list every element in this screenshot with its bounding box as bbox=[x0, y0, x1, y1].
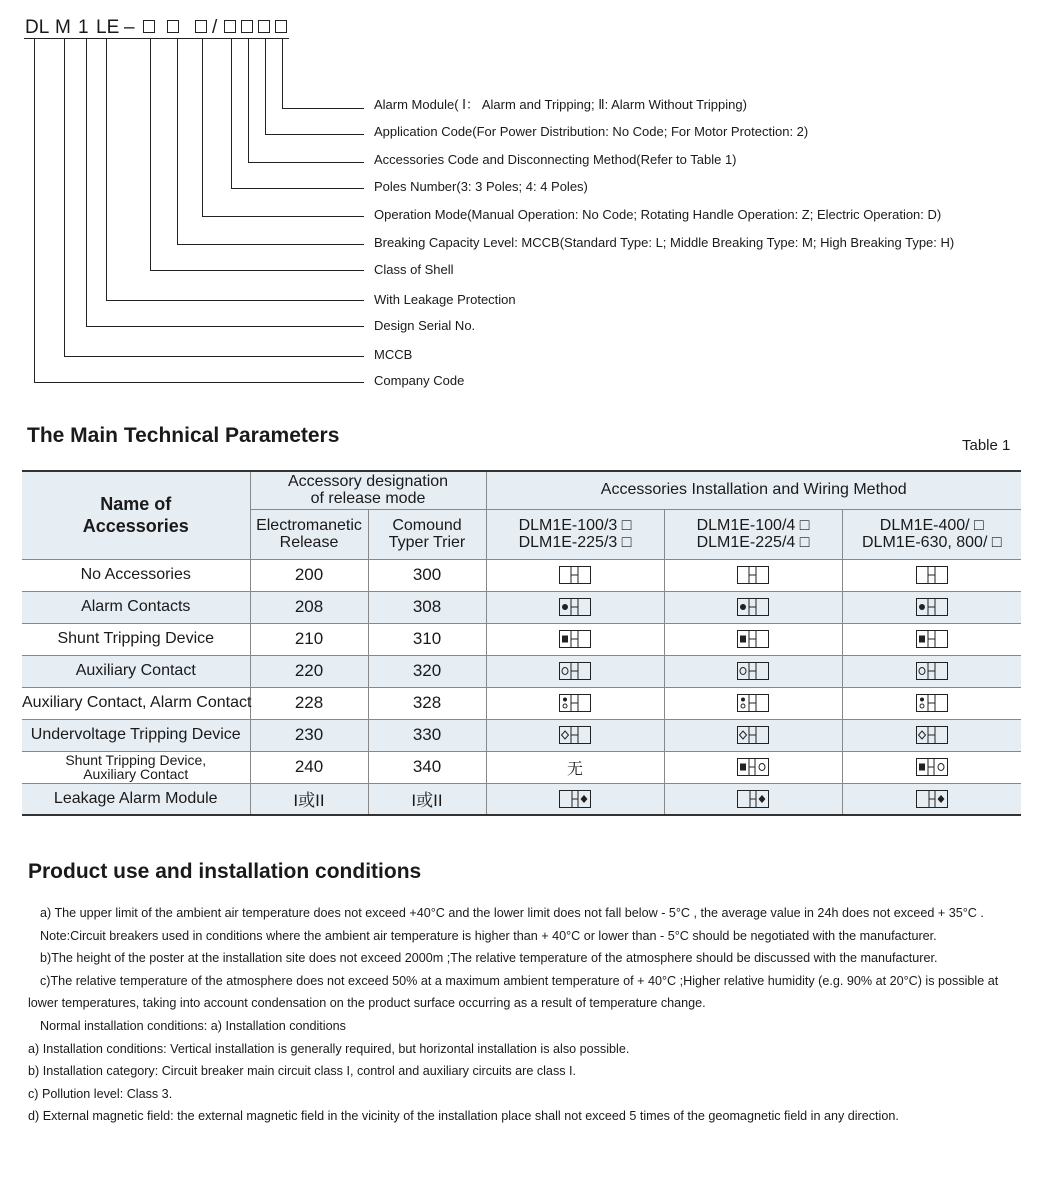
table-row bbox=[22, 623, 1021, 655]
wiring-symbol-cell bbox=[842, 687, 1021, 719]
desc-accessories-code: Accessories Code and Disconnecting Method(Refer to Table 1) bbox=[374, 152, 737, 167]
accessory-name: Leakage Alarm Module bbox=[53, 789, 218, 807]
wiring-symbol-icon bbox=[559, 630, 591, 647]
wiring-symbol-icon bbox=[559, 726, 591, 743]
desc-operation-mode: Operation Mode(Manual Operation: No Code; Rotating Handle Operation: Z; Electric Operation: D) bbox=[374, 207, 942, 222]
electromagnetic-code: 210 bbox=[250, 623, 368, 655]
condition-paragraph: c) Pollution level: Class 3. bbox=[28, 1086, 173, 1101]
header-method: Accessories Installation and Wiring Method bbox=[486, 471, 1021, 509]
electromagnetic-code: 230 bbox=[250, 719, 368, 751]
header-name-of-accessories bbox=[22, 471, 250, 559]
wiring-symbol-cell bbox=[842, 559, 1021, 591]
wiring-symbol-cell bbox=[664, 559, 842, 591]
wiring-symbol-cell bbox=[486, 783, 664, 815]
compound-code: 320 bbox=[368, 655, 486, 687]
table-row bbox=[22, 783, 1021, 815]
wiring-symbol-icon bbox=[737, 566, 769, 583]
condition-paragraph: d) External magnetic field: the external magnetic field in the vicinity of the installation place shall not exceed 5 times of the geomagnetic field in any direction. bbox=[28, 1109, 899, 1124]
electromagnetic-code: 200 bbox=[250, 559, 368, 591]
wiring-symbol-cell bbox=[486, 719, 664, 751]
leader-leakage bbox=[106, 38, 107, 300]
wiring-symbol-cell bbox=[842, 719, 1021, 751]
hleader-accessories bbox=[248, 162, 364, 163]
accessory-name-cell bbox=[22, 655, 250, 687]
accessory-name: Alarm Contacts bbox=[81, 598, 191, 615]
table-row bbox=[22, 591, 1021, 623]
leader-mccb bbox=[64, 38, 65, 356]
condition-paragraph: b) Installation category: Circuit breaker main circuit class I, control and auxiliary circuits are class I. bbox=[28, 1064, 577, 1079]
header-col-b bbox=[664, 509, 842, 559]
table-row bbox=[22, 559, 1021, 591]
leader-operation bbox=[202, 38, 203, 216]
hleader-breaking bbox=[177, 244, 364, 245]
wiring-symbol-cell bbox=[664, 623, 842, 655]
accessory-name: Auxiliary Contact, Alarm Contact bbox=[22, 694, 252, 711]
leader-breaking bbox=[177, 38, 178, 244]
wiring-symbol-icon bbox=[559, 598, 591, 615]
desc-alarm-module: Alarm Module( Ⅰ： Alarm and Tripping; Ⅱ: Alarm Without Tripping) bbox=[374, 97, 747, 112]
wiring-symbol-cell bbox=[842, 783, 1021, 815]
model-code-diagram bbox=[0, 0, 1045, 400]
accessory-name-cell bbox=[22, 719, 250, 751]
accessories-table bbox=[22, 470, 1021, 816]
header-compound-text: Comound Typer Trier bbox=[388, 517, 466, 551]
header-col-a-line1: DLM1E-100/3 □ bbox=[518, 517, 632, 534]
wiring-symbol-cell: 无 bbox=[486, 751, 664, 783]
compound-code: 340 bbox=[368, 751, 486, 783]
code-box-alarm bbox=[275, 20, 287, 33]
header-col-a bbox=[486, 509, 664, 559]
code-box-breaking bbox=[167, 20, 179, 33]
desc-leakage-protection: With Leakage Protection bbox=[374, 292, 516, 307]
compound-code: I或II bbox=[368, 783, 486, 815]
accessory-name: No Accessories bbox=[80, 566, 191, 583]
table-row bbox=[22, 751, 1021, 783]
code-box-application bbox=[258, 20, 270, 33]
wiring-symbol-icon bbox=[737, 598, 769, 615]
hleader-application bbox=[265, 134, 364, 135]
code-part-1: 1 bbox=[78, 17, 89, 38]
wiring-symbol-cell bbox=[664, 719, 842, 751]
code-part-m: M bbox=[55, 17, 71, 38]
compound-code: 330 bbox=[368, 719, 486, 751]
desc-breaking-capacity: Breaking Capacity Level: MCCB(Standard Type: L; Middle Breaking Type: M; High Breaking Type: H) bbox=[374, 235, 955, 250]
code-box-accessories bbox=[241, 20, 253, 33]
hleader-alarm bbox=[282, 108, 364, 109]
header-name-text: Name of Accessories bbox=[82, 494, 189, 537]
wiring-symbol-icon bbox=[737, 630, 769, 647]
electromagnetic-code: I或II bbox=[250, 783, 368, 815]
wiring-symbol-icon bbox=[559, 566, 591, 583]
accessory-name: Shunt Tripping Device, Auxiliary Contact bbox=[65, 752, 207, 782]
wiring-symbol-cell bbox=[664, 591, 842, 623]
desc-mccb: MCCB bbox=[374, 347, 413, 362]
condition-paragraph: a) The upper limit of the ambient air temperature does not exceed +40°C and the lower limit does not fall below - 5°C , the average value in 24h does not exceed + 35°C . bbox=[40, 906, 984, 920]
leader-accessories bbox=[248, 38, 249, 162]
leader-shell bbox=[150, 38, 151, 270]
wiring-symbol-icon bbox=[916, 598, 948, 615]
hleader-operation bbox=[202, 216, 364, 217]
accessory-name: Undervoltage Tripping Device bbox=[30, 726, 241, 743]
header-designation bbox=[250, 471, 486, 509]
wiring-symbol-icon bbox=[737, 758, 769, 775]
table-label: Table 1 bbox=[962, 437, 1011, 454]
conditions-title: Product use and installation conditions bbox=[28, 860, 422, 883]
header-col-a-line2: DLM1E-225/3 □ bbox=[518, 534, 632, 551]
leader-poles bbox=[231, 38, 232, 188]
code-part-slash: / bbox=[212, 17, 218, 38]
condition-paragraph: Note:Circuit breakers used in conditions where the ambient air temperature is higher than + 40°C or lower than - 5°C should be negotiated with the manufacturer. bbox=[40, 928, 937, 943]
code-part-le: LE bbox=[96, 17, 120, 38]
leader-application bbox=[265, 38, 266, 134]
desc-company-code: Company Code bbox=[374, 373, 465, 388]
accessory-name: Shunt Tripping Device bbox=[57, 630, 215, 647]
wiring-symbol-icon bbox=[737, 790, 769, 807]
desc-class-of-shell: Class of Shell bbox=[374, 262, 454, 277]
accessory-name: Auxiliary Contact bbox=[75, 662, 196, 679]
code-part-dash: – bbox=[124, 17, 135, 38]
accessories-table-body bbox=[22, 559, 1021, 815]
section-title: The Main Technical Parameters bbox=[27, 424, 340, 447]
leader-serial bbox=[86, 38, 87, 326]
wiring-symbol-cell bbox=[486, 591, 664, 623]
condition-paragraph: Normal installation conditions: a) Installation conditions bbox=[40, 1018, 346, 1033]
header-col-c-line2: DLM1E-630, 800/ □ bbox=[861, 534, 1002, 551]
wiring-symbol-cell bbox=[486, 623, 664, 655]
hleader-mccb bbox=[64, 356, 364, 357]
wiring-symbol-icon bbox=[916, 630, 948, 647]
code-box-poles bbox=[224, 20, 236, 33]
wiring-symbol-icon bbox=[916, 694, 948, 711]
code-part-dl: DL bbox=[25, 17, 50, 38]
table-row bbox=[22, 655, 1021, 687]
compound-code: 308 bbox=[368, 591, 486, 623]
accessory-name-cell bbox=[22, 623, 250, 655]
wiring-symbol-icon bbox=[559, 694, 591, 711]
wiring-symbol-icon bbox=[559, 662, 591, 679]
accessory-name-cell bbox=[22, 591, 250, 623]
accessory-name-cell bbox=[22, 783, 250, 815]
leader-alarm bbox=[282, 38, 283, 108]
wiring-symbol-cell bbox=[664, 783, 842, 815]
wiring-symbol-icon bbox=[916, 566, 948, 583]
wiring-symbol-icon bbox=[916, 662, 948, 679]
header-designation-text: Accessory designation of release mode bbox=[287, 473, 449, 508]
wiring-symbol-icon bbox=[916, 726, 948, 743]
wiring-symbol-icon bbox=[559, 790, 591, 807]
accessory-name-cell bbox=[22, 751, 250, 783]
compound-code: 300 bbox=[368, 559, 486, 591]
desc-application-code: Application Code(For Power Distribution: No Code; For Motor Protection: 2) bbox=[374, 124, 809, 139]
condition-paragraph: b)The height of the poster at the installation site does not exceed 2000m ;The relative temperature of the atmosphere should be discussed with the manufacturer. bbox=[40, 951, 938, 966]
electromagnetic-code: 208 bbox=[250, 591, 368, 623]
wiring-symbol-icon bbox=[916, 790, 948, 807]
accessory-name-cell bbox=[22, 559, 250, 591]
header-electromagnetic-text: Electromanetic Release bbox=[256, 517, 362, 551]
desc-design-serial: Design Serial No. bbox=[374, 318, 476, 333]
table-row bbox=[22, 687, 1021, 719]
wiring-symbol-cell bbox=[842, 591, 1021, 623]
compound-code: 328 bbox=[368, 687, 486, 719]
wiring-symbol-icon bbox=[737, 662, 769, 679]
wiring-symbol-icon bbox=[916, 758, 948, 775]
conditions-body bbox=[28, 902, 1020, 1128]
code-box-operation bbox=[195, 20, 207, 33]
hleader-poles bbox=[231, 188, 364, 189]
wiring-symbol-cell bbox=[842, 655, 1021, 687]
header-electromagnetic bbox=[250, 509, 368, 559]
condition-paragraph: c)The relative temperature of the atmosphere does not exceed 50% at a maximum ambient temperature of + 40°C ;Higher relative humidity (e.g. 90% at 20°C) is possible at lower temperatures, taking into account condensation on the product surface occurring as a result of temperature change. bbox=[28, 973, 999, 1011]
header-col-b-line2: DLM1E-225/4 □ bbox=[696, 534, 810, 551]
wiring-symbol-icon bbox=[737, 726, 769, 743]
wiring-symbol-cell bbox=[486, 687, 664, 719]
header-col-c-line1: DLM1E-400/ □ bbox=[879, 517, 984, 534]
electromagnetic-code: 220 bbox=[250, 655, 368, 687]
desc-poles-number: Poles Number(3: 3 Poles; 4: 4 Poles) bbox=[374, 179, 588, 194]
header-compound bbox=[368, 509, 486, 559]
wiring-symbol-cell bbox=[664, 655, 842, 687]
code-box-shell bbox=[143, 20, 155, 33]
wiring-symbol-icon bbox=[737, 694, 769, 711]
hleader-serial bbox=[86, 326, 364, 327]
hleader-company bbox=[34, 382, 364, 383]
wiring-symbol-cell bbox=[664, 751, 842, 783]
condition-paragraph: a) Installation conditions: Vertical installation is generally required, but horizontal installation is also possible. bbox=[28, 1041, 630, 1056]
table-row bbox=[22, 719, 1021, 751]
wiring-symbol-cell bbox=[664, 687, 842, 719]
electromagnetic-code: 228 bbox=[250, 687, 368, 719]
hleader-leakage bbox=[106, 300, 364, 301]
electromagnetic-code: 240 bbox=[250, 751, 368, 783]
wiring-symbol-cell bbox=[486, 559, 664, 591]
hleader-shell bbox=[150, 270, 364, 271]
accessory-name-cell bbox=[22, 687, 250, 719]
wiring-symbol-cell bbox=[842, 623, 1021, 655]
compound-code: 310 bbox=[368, 623, 486, 655]
leader-company bbox=[34, 38, 35, 382]
header-col-c bbox=[842, 509, 1021, 559]
wiring-symbol-cell bbox=[842, 751, 1021, 783]
wiring-symbol-cell bbox=[486, 655, 664, 687]
header-col-b-line1: DLM1E-100/4 □ bbox=[696, 517, 810, 534]
